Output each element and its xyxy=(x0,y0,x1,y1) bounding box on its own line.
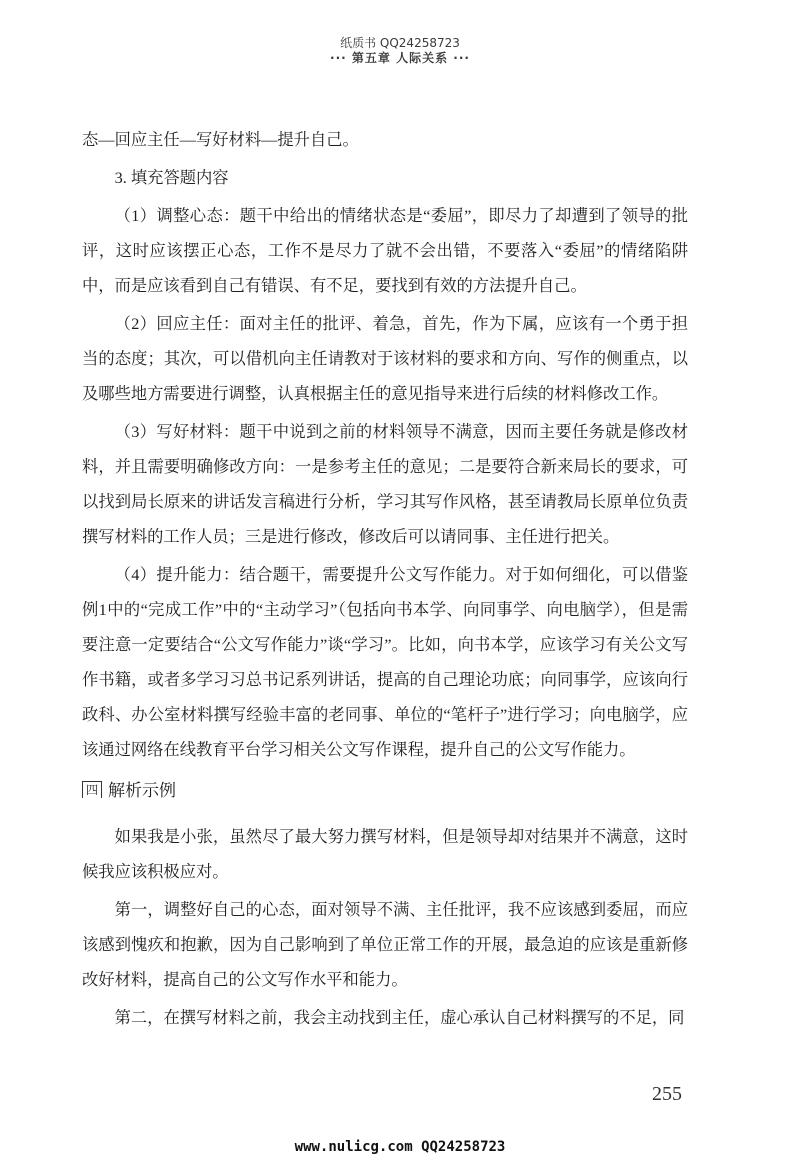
section-3-title: 3. 填充答题内容 xyxy=(114,168,229,187)
section-number-box: 四 xyxy=(82,781,102,798)
example-paragraph-2: 第一，调整好自己的心态，面对领导不满、主任批评，我不应该感到委屈，而应该感到愧疚和抱歉，因为自己影响到了单位正常工作的开展，最急迫的应该是重新修改好材料，提高自己的公文写作水平和能力。 xyxy=(82,900,688,989)
section-4-heading xyxy=(82,774,688,809)
header-watermark: 纸质书 QQ24258723 xyxy=(340,36,460,50)
footer-watermark: www.nulicg.com QQ24258723 xyxy=(294,1139,506,1155)
running-header xyxy=(0,36,800,66)
lead-line: 态—回应主任—写好材料—提升自己。 xyxy=(82,130,359,149)
page-body xyxy=(82,122,688,1038)
answer-item-4: （4）提升能力：结合题干，需要提升公文写作能力。对于如何细化，可以借鉴例1中的“完成工作”中的“主动学习”（包括向书本学、向同事学、向电脑学），但是需要注意一定要结合“公文写作能力”谈“学习”。比如，向书本学，应该学习有关公文写作书籍，或者多学习习总书记系列讲话，提高的自己理论功底；向同事学，应该向行政科、办公室材料撰写经验丰富的老同事、单位的“笔杆子”进行学习；向电脑学，应该通过网络在线教育平台学习相关公文写作课程，提升自己的公文写作能力。 xyxy=(82,565,688,759)
chapter-title: ··· 第五章 人际关系 ··· xyxy=(330,51,470,65)
answer-item-2: （2）回应主任：面对主任的批评、着急，首先，作为下属，应该有一个勇于担当的态度；其次，可以借机向主任请教对于该材料的要求和方向、写作的侧重点，以及哪些地方需要进行调整，认真根据主任的意见指导来进行后续的材料修改工作。 xyxy=(82,314,688,403)
page-number: 255 xyxy=(652,1083,682,1105)
example-paragraph-1: 如果我是小张，虽然尽了最大努力撰写材料，但是领导却对结果并不满意，这时候我应该积极应对。 xyxy=(82,827,688,881)
answer-item-1: （1）调整心态：题干中给出的情绪状态是“委屈”，即尽力了却遭到了领导的批评，这时应该摆正心态，工作不是尽力了就不会出错，不要落入“委屈”的情绪陷阱中，而是应该看到自己有错误、有不足，要找到有效的方法提升自己。 xyxy=(82,206,688,295)
answer-item-3: （3）写好材料：题干中说到之前的材料领导不满意，因而主要任务就是修改材料，并且需要明确修改方向：一是参考主任的意见；二是要符合新来局长的要求，可以找到局长原来的讲话发言稿进行分析，学习其写作风格，甚至请教局长原单位负责撰写材料的工作人员；三是进行修改，修改后可以请同事、主任进行把关。 xyxy=(82,422,688,546)
example-paragraph-3: 第二，在撰写材料之前，我会主动找到主任，虚心承认自己材料撰写的不足，同 xyxy=(114,1008,685,1027)
section-4-title: 解析示例 xyxy=(108,781,177,801)
